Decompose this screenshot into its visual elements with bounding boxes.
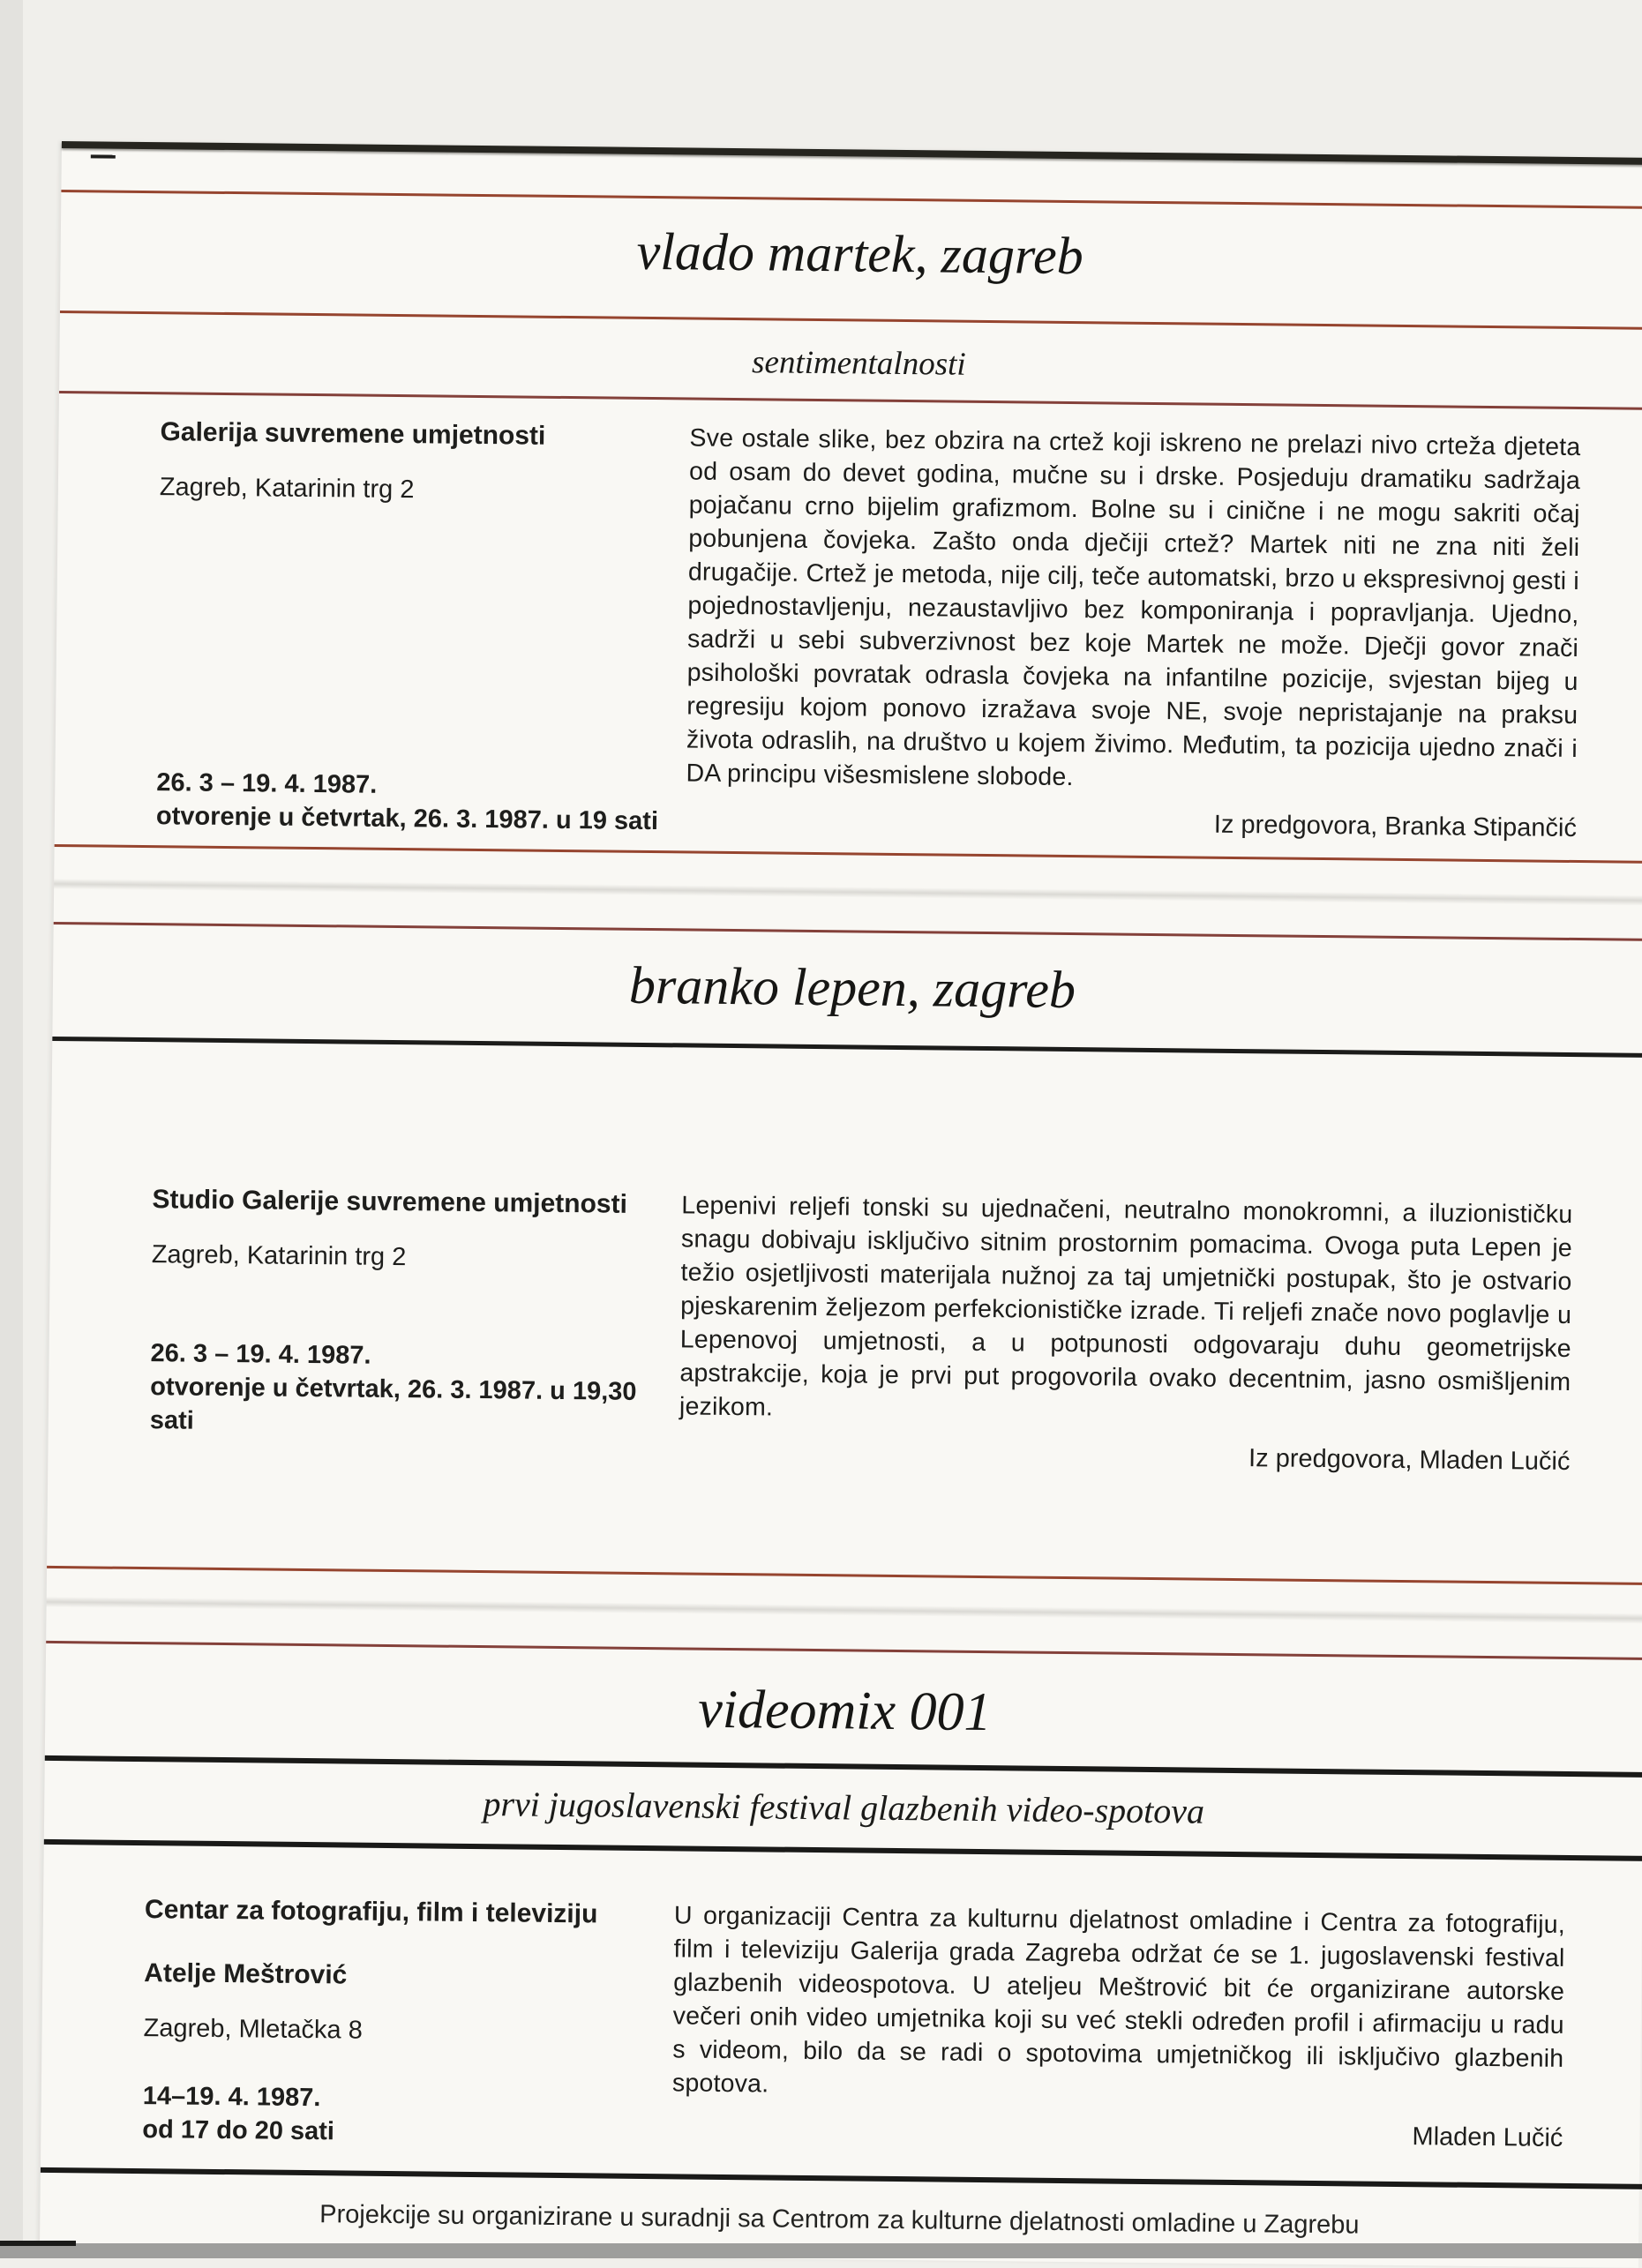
- scanned-paper: [40, 141, 1642, 2268]
- section-title: branko lepen, zagreb: [628, 955, 1076, 1020]
- section-subtitle: sentimentalnosti: [751, 344, 966, 383]
- divider-rule: [52, 1037, 1642, 1058]
- section-title: videomix 001: [697, 1679, 992, 1743]
- divider-rule: [60, 311, 1642, 330]
- venue-address: Zagreb, Mletačka 8: [143, 2014, 363, 2045]
- footer-credit-line: Projekcije su organizirane u suradnji sa Centrom za kulturne djelatnosti omladine u Zagrebu: [319, 2200, 1360, 2240]
- venue-name: Galerija suvremene umjetnosti: [160, 417, 546, 451]
- two-column-block: [142, 1893, 1565, 2161]
- scan-bottom-gray-band: [0, 2243, 1642, 2258]
- section-subtitle: prvi jugoslavenski festival glazbenih video-spotova: [483, 1784, 1205, 1831]
- event-info-column: [149, 1183, 681, 1469]
- divider-rule: [47, 1566, 1642, 1585]
- opening-time: otvorenje u četvrtak, 26. 3. 1987. u 19 sati: [155, 802, 659, 836]
- section-title: vlado martek, zagreb: [636, 221, 1084, 286]
- divider-rule: [45, 1755, 1642, 1778]
- essay-text: Lepenivi reljefi tonski su ujednačeni, neutralno monokromni, a iluzionističku snagu dobivaju isključivo sitnim prostornim pomacima. Ovoga puta Lepen je težio osjetljivosti materijala nužnoj za taj umjetnički postupak, što je ostvario pjeskarenim željezom perfekcionističke izrade. Ti reljefi znače novo poglavlje u Lepenovoj umjetnosti, a u potpunosti odgovaraju duhu geometrijske apstrakcije, koja je prvi put progovorila ovako decentnim, jasno osmišljenim jezikom.: [679, 1191, 1573, 1422]
- divider-rule: [46, 1641, 1642, 1660]
- scan-edge-black-fragment: [0, 2241, 76, 2246]
- section-vlado-martek: [54, 141, 1642, 903]
- venue-address: Zagreb, Katarinin trg 2: [159, 473, 415, 505]
- two-column-block: [149, 1183, 1572, 1478]
- divider-rule: [41, 2167, 1642, 2189]
- venue-name: Studio Galerije suvremene umjetnosti: [152, 1185, 628, 1219]
- scanner-background-strip: [0, 0, 23, 2258]
- date-range: 26. 3 – 19. 4. 1987.: [150, 1339, 371, 1370]
- essay-text: U organizaciji Centra za kulturnu djelatnost omladine i Centra za fotografiju, film i televiziju Galerija grada Zagreba održat će se 1. jugoslavenski festival glazbenih videospotova. U ateljeu Meštrović bit će organizirane autorske večeri onih video umjetnika koji su već stekli određen profil i afirmaciju u radu s videom, bilo da se radi o spotovima umjetničkog ili isključivo glazbenih spotova.: [671, 1901, 1566, 2099]
- opening-time: od 17 do 20 sati: [142, 2115, 335, 2146]
- opening-time: otvorenje u četvrtak, 26. 3. 1987. u 19,30 sati: [149, 1373, 637, 1435]
- two-column-block: [156, 415, 1581, 848]
- essay-signature: Iz predgovora, Branka Stipančić: [1213, 810, 1578, 843]
- divider-rule: [54, 922, 1642, 941]
- divider-rule: [55, 844, 1642, 864]
- essay-column: [671, 1898, 1565, 2161]
- section-branko-lepen: [47, 887, 1642, 1622]
- essay-text: Sve ostale slike, bez obzira na crtež koji iskreno ne prelazi nivo crteža djeteta od osam do devet godina, mučne su i drske. Posjeduju dramatiku sadržaja pojačanu crno bijelim grafizmom. Bolne su i cinične i ne mogu sakriti očaj pobunjena čovjeka. Zašto onda dječiji crtež? Martek niti ne zna niti želi drugačije. Crtež je metoda, nije cilj, teče automatski, brzo u ekspresivnoj gesti i pojednostavljenju, nezaustavljivo bez komponiranja i popravljanja. Ujedno, sadrži u sebi subverzivnost bez koje Martek ne može. Dječji govor znači psihološki povratak odrasla čovjeka na infantilne pozicije, svjestan bijeg u regresiju kojom ponovo izražava svoje NE, svoje nepristajanje na praksu života odraslih, na društvo u kojem živimo. Međutim, ta pozicija ujedno znači i DA principu višesmislene slobode.: [686, 423, 1581, 792]
- date-range: 14–19. 4. 1987.: [142, 2082, 321, 2113]
- essay-signature: Mladen Lučić: [1412, 2122, 1563, 2152]
- essay-column: [679, 1188, 1572, 1478]
- divider-rule: [44, 1839, 1642, 1861]
- venue-address: Zagreb, Katarinin trg 2: [151, 1240, 407, 1272]
- essay-column: [686, 421, 1581, 848]
- date-range: 26. 3 – 19. 4. 1987.: [156, 768, 378, 799]
- event-info-column: [156, 415, 690, 838]
- event-info-column: [142, 1893, 674, 2152]
- venue-name-secondary: Atelje Meštrović: [144, 1958, 348, 1990]
- essay-signature: Iz predgovora, Mladen Lučić: [1248, 1444, 1571, 1476]
- divider-rule: [61, 190, 1642, 209]
- divider-rule: [59, 391, 1642, 410]
- section-videomix: [40, 1606, 1642, 2268]
- venue-name: Centar za fotografiju, film i televiziju: [144, 1895, 598, 1929]
